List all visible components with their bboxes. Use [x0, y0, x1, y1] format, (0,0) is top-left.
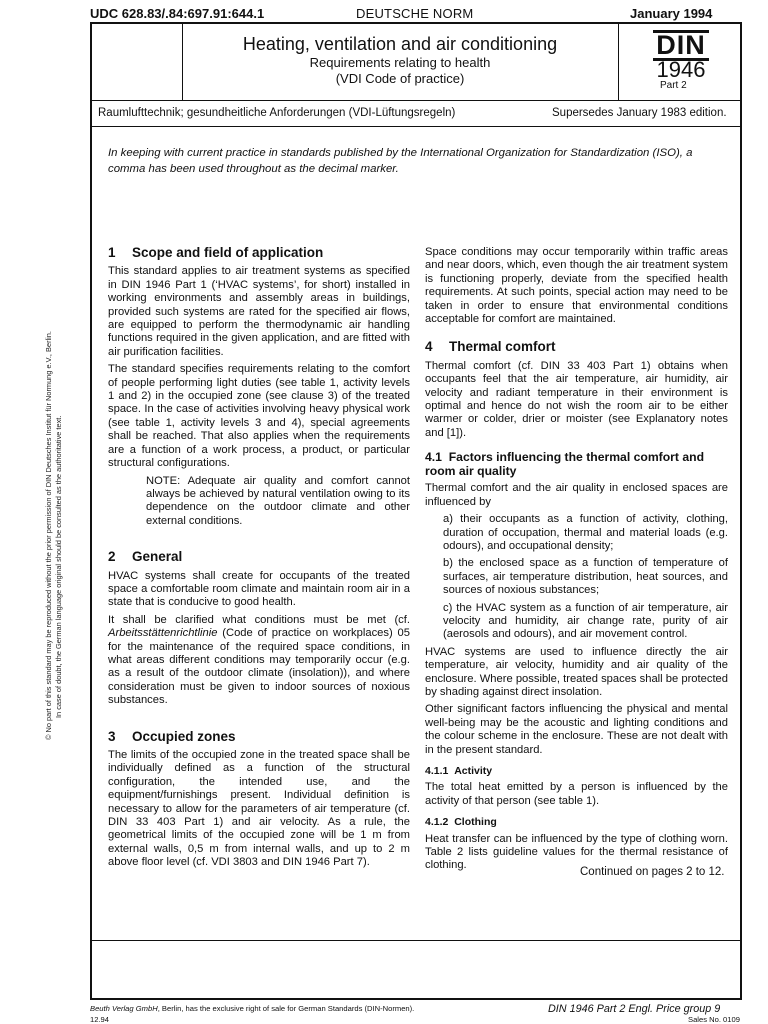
section-4-1-item-b: b) the enclosed space as a function of temperature of surfaces, air temperature distribution, heat sources, and sources of noxious substances;	[443, 557, 728, 597]
side-note-line-1: © No part of this standard may be reproduced without the prior permission of DIN Deutsches Institut für Normung e.V., Berlin.	[44, 331, 53, 740]
continued-note: Continued on pages 2 to 12.	[580, 866, 725, 878]
section-3-para-1: The limits of the occupied zone in the treated space shall be individually defined as a function of the structural configuration, the intended use, and the equipment/furnishings present. Individual definition is necessary to allow for the parameters of air temperature (cf. DIN 33 403 Part 1) and air velocity. As a rule, the geometrical limits of the occupied zone will be 1 m from external walls, 0,5 m from internal walls, and up to 2 m above floor level (cf. VDI 3803 and DIN 1946 Part 7).	[108, 749, 410, 869]
footer-sales-number: Sales No. 0109	[688, 1015, 740, 1024]
section-4-1-item-a: a) their occupants as a function of activity, clothing, duration of occupation, thermal and material loads (e.g. odours), and occupational density;	[443, 513, 728, 552]
subtitle-line-1: Requirements relating to health	[309, 55, 491, 70]
section-4-1-para-1: Thermal comfort and the air quality in enclosed spaces are influenced by	[425, 482, 728, 508]
din-number: 1946	[656, 57, 706, 82]
left-column	[108, 246, 410, 874]
issue-date: January 1994	[630, 6, 713, 21]
section-3-heading: 3 Occupied zones	[108, 728, 236, 744]
right-intro-para: Space conditions may occur temporarily within traffic areas and near doors, which, even though the air treatment system is functioning properly, deviate from the specified health requirements. At such points, special action may need to be taken in order to ensure that environmental conditions acceptable for comfort are maintained.	[425, 246, 728, 326]
section-4-1-para-3: Other significant factors influencing the physical and mental well-being may be the acoustic and lighting conditions and the colour scheme in the enclosure. These are not dealt with in the present standard.	[425, 703, 728, 756]
section-4-heading: 4 Thermal comfort	[425, 339, 556, 355]
subtitle-line-2: (VDI Code of practice)	[335, 71, 465, 86]
section-4-1-2-para: Heat transfer can be influenced by the type of clothing worn. Table 2 lists guideline values for the thermal resistance of clothing.	[425, 832, 728, 872]
section-2-para-1: HVAC systems shall create for occupants of the treated space a comfortable room climate and maintain room air in a state that is conducive to good health.	[108, 569, 410, 609]
din-logo-text: DIN	[653, 30, 709, 61]
meta-bottom-rule	[90, 126, 742, 127]
footer-date-code: 12.94	[90, 1015, 110, 1024]
section-4-1-2-heading: 4.1.2 Clothing	[425, 816, 497, 829]
section-1-heading: 1 Scope and field of application	[108, 245, 324, 260]
section-2-para-2: It shall be clarified what conditions must be met (cf. Arbeitsstättenrichtlinie (Code of practice on workplaces) 05 for the maintenance of the required space conditions, in what areas different conditions may temporarily occur (e.g. as a result of the outdoor climate (insolation)), and where consideration must be given to indoor sources of noxious substances.	[108, 613, 410, 707]
copyright-side-note	[44, 220, 64, 740]
section-4-1-item-c: c) the HVAC system as a function of air temperature, air velocity and humidity, air change rate, purity of air (aerosols and odours), and air movement control.	[443, 601, 728, 641]
supersedes-note: Supersedes January 1983 edition.	[552, 107, 727, 119]
section-4-1-1-heading: 4.1.1 Activity	[425, 765, 493, 777]
body-bottom-rule	[90, 940, 742, 941]
document-subtitle	[182, 55, 618, 87]
section-1-note: NOTE: Adequate air quality and comfort cannot always be achieved by natural ventilation owing to its dependence on the outdoor climate and other external conditions.	[146, 474, 410, 527]
section-1-para-1: This standard applies to air treatment systems as specified in DIN 1946 Part 1 (‘HVAC systems’, for short) installed in working environments and assembly areas in buildings, provided such systems are rated for the specified air flows, are equipped to perform the thermodynamic air handling functions required in the given application, and are fitted with air purification facilities.	[108, 265, 410, 358]
footer-reference: DIN 1946 Part 2 Engl. Price group 9	[548, 1003, 721, 1015]
header-bottom-rule	[90, 100, 742, 101]
document-title: Heating, ventilation and air conditioning	[242, 34, 558, 54]
section-4-para-1: Thermal comfort (cf. DIN 33 403 Part 1) obtains when occupants feel that the air temperature, air humidity, air velocity and radiant temperature in their environment is optimal and hence do not wish the room air to be either warmer or colder, drier or moister (see Explanatory notes and [1]).	[425, 359, 728, 439]
section-2-heading: 2 General	[108, 549, 183, 565]
german-title: Raumlufttechnik; gesundheitliche Anforderungen (VDI-Lüftungsregeln)	[98, 107, 456, 119]
section-4-1-heading: 4.1 Factors influencing the thermal comfort and room air quality	[425, 450, 705, 479]
intro-note: In keeping with current practice in standards published by the International Organization for Standardization (ISO), a comma has been used throughout as the decimal marker.	[108, 147, 693, 175]
section-4-1-1-para: The total heat emitted by a person is influenced by the activity of that person (see table 1).	[425, 781, 728, 807]
footer-publisher: Beuth Verlag GmbH, Berlin, has the exclusive right of sale for German Standards (DIN-Normen).	[90, 1004, 415, 1013]
udc-code: UDC 628.83/.84:697.91:644.1	[90, 6, 265, 21]
norm-label: DEUTSCHE NORM	[356, 6, 474, 21]
section-1-para-2: The standard specifies requirements relating to the comfort of people performing light duties (see table 1, activity levels 1 and 2) in the occupied zone (see clause 3) of the treated space. In the case of activities involving heavy physical work (see table 1, activity levels 3 and 4), special agreements shall be reached. That also applies when the requirements are a function of a work process, a product, or particular structural configurations.	[108, 363, 410, 470]
header-divider-right	[618, 22, 619, 100]
din-part: Part 2	[660, 80, 687, 91]
section-4-1-para-2: HVAC systems are used to influence directly the air temperature, air velocity, humidity and air quality of the enclosure. Where possible, treated spaces shall be protected by shading against direct insolation.	[425, 645, 728, 698]
side-note-line-2: In case of doubt, the German language original should be consulted as the authoritative text.	[54, 415, 63, 718]
right-column	[425, 246, 728, 877]
